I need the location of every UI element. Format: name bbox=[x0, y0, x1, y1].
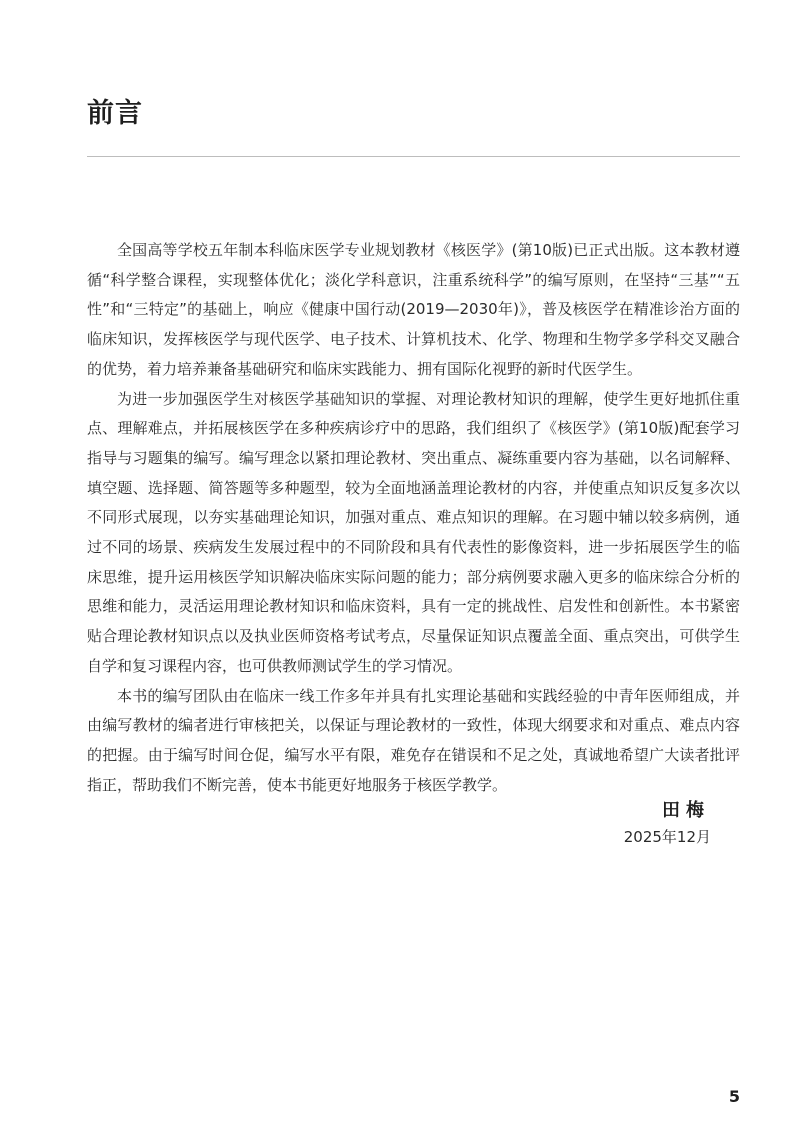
page-title: 前言 bbox=[87, 98, 143, 129]
preface-paragraph-2: 为进一步加强医学生对核医学基础知识的掌握、对理论教材知识的理解，使学生更好地抓住重点、理解难点，并拓展核医学在多种疾病诊疗中的思路，我们组织了《核医学》(第10版)配套学习指导与习题集的编写。编写理念以紧扣理论教材、突出重点、凝练重要内容为基础，以名词解释、填空题、选择题、简答题等多种题型，较为全面地涵盖理论教材的内容，并使重点知识反复多次以不同形式展现，以夯实基础理论知识，加强对重点、难点知识的理解。在习题中辅以较多病例，通过不同的场景、疾病发生发展过程中的不同阶段和具有代表性的影像资料，进一步拓展医学生的临床思维，提升运用核医学知识解决临床实际问题的能力；部分病例要求融入更多的临床综合分析的思维和能力，灵活运用理论教材知识和临床资料，具有一定的挑战性、启发性和创新性。本书紧密贴合理论教材知识点以及执业医师资格考试考点，尽量保证知识点覆盖全面、重点突出，可供学生自学和复习课程内容，也可供教师测试学生的学习情况。 bbox=[87, 389, 740, 675]
preface-paragraph-3: 本书的编写团队由在临床一线工作多年并具有扎实理论基础和实践经验的中青年医师组成，并由编写教材的编者进行审核把关，以保证与理论教材的一致性，体现大纲要求和对重点、难点内容的把握。由于编写时间仓促，编写水平有限，难免存在错误和不足之处，真诚地希望广大读者批评指正，帮助我们不断完善，使本书能更好地服务于核医学教学。 bbox=[87, 686, 740, 794]
author-signature: 田梅 bbox=[662, 800, 710, 821]
preface-paragraph-1: 全国高等学校五年制本科临床医学专业规划教材《核医学》(第10版)已正式出版。这本教材遵循“科学整合课程，实现整体优化；淡化学科意识，注重系统科学”的编写原则，在坚持“三基”“五性”和“三特定”的基础上，响应《健康中国行动(2019—2030年)》，普及核医学在精准诊治方面的临床知识，发挥核医学与现代医学、电子技术、计算机技术、化学、物理和生物学多学科交叉融合的优势，着力培养兼备基础研究和临床实践能力、拥有国际化视野的新时代医学生。 bbox=[87, 241, 740, 378]
page-number: 5 bbox=[728, 1087, 740, 1106]
title-divider bbox=[87, 156, 740, 157]
preface-body bbox=[87, 236, 740, 800]
signature-date: 2025年12月 bbox=[623, 828, 711, 846]
